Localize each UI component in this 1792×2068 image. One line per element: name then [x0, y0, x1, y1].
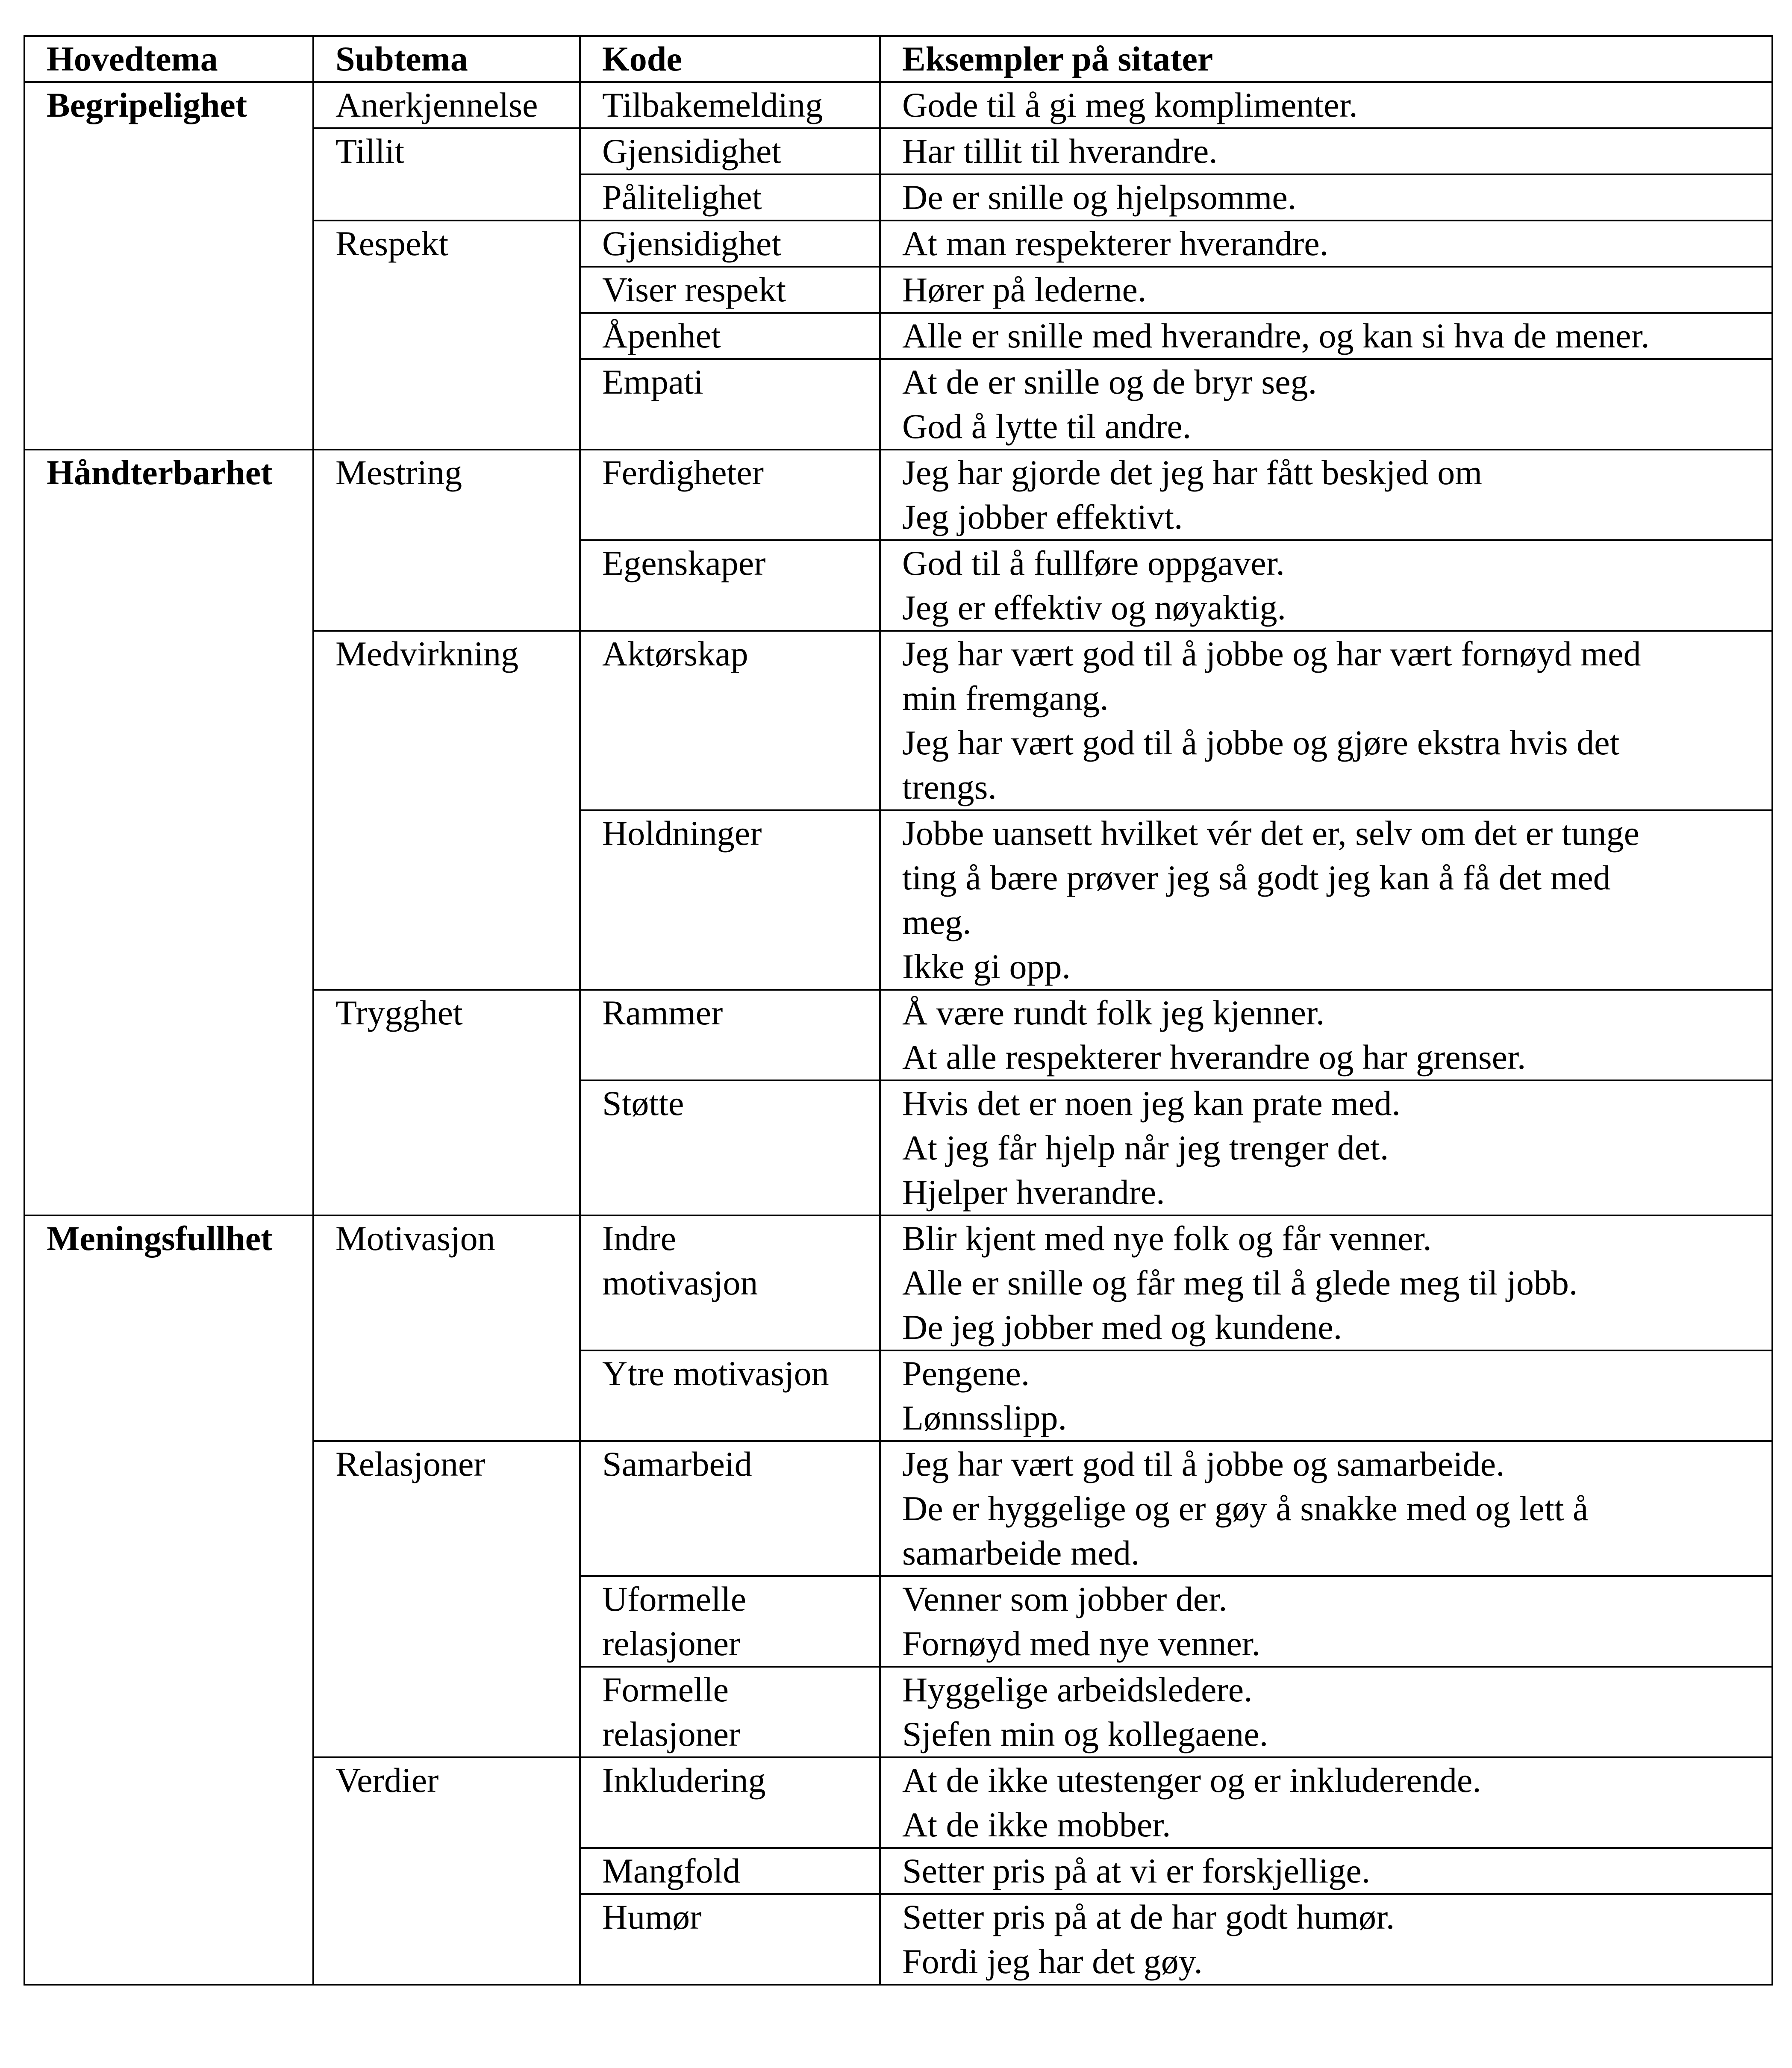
kode-cell-line: Gjensidighet: [602, 224, 782, 263]
header-subtema: Subtema: [313, 36, 580, 82]
subtema-cell: Verdier: [313, 1757, 580, 1985]
quote-cell-line: Jeg har vært god til å jobbe og gjøre ekstra hvis det: [902, 723, 1620, 762]
kode-cell-line: Rammer: [602, 993, 723, 1032]
quote-cell-line: Jeg har vært god til å jobbe og samarbeide.: [902, 1444, 1505, 1483]
quote-cell-line: Å være rundt folk jeg kjenner.: [902, 993, 1325, 1032]
header-hovedtema: Hovedtema: [24, 36, 313, 82]
quote-cell: [880, 128, 1772, 174]
kode-cell-line: Åpenhet: [602, 316, 721, 355]
kode-cell: [580, 810, 880, 990]
subtema-cell: Trygghet: [313, 990, 580, 1215]
quote-cell-line: samarbeide med.: [902, 1533, 1140, 1572]
kode-cell-line: Aktørskap: [602, 634, 748, 673]
quote-cell-line: Lønnsslipp.: [902, 1398, 1067, 1437]
kode-cell: [580, 450, 880, 540]
hovedtema-cell: Håndterbarhet: [24, 450, 313, 1215]
kode-cell: [580, 1441, 880, 1576]
quote-cell-line: Jeg jobber effektivt.: [902, 497, 1183, 536]
kode-cell-line: Tilbakemelding: [602, 85, 823, 124]
quote-cell-line: Blir kjent med nye folk og får venner.: [902, 1219, 1432, 1258]
quote-cell: [880, 313, 1772, 359]
quote-cell-line: Alle er snille med hverandre, og kan si hva de mener.: [902, 316, 1650, 355]
subtema-cell: Relasjoner: [313, 1441, 580, 1757]
quote-cell: [880, 359, 1772, 450]
header-row: [24, 36, 1772, 82]
quote-cell: [880, 1080, 1772, 1215]
quote-cell: [880, 810, 1772, 990]
hovedtema-cell: Meningsfullhet: [24, 1215, 313, 1985]
kode-cell: [580, 990, 880, 1080]
kode-cell-line: Holdninger: [602, 814, 762, 853]
subtema-cell: Tillit: [313, 128, 580, 221]
quote-cell-line: Hjelper hverandre.: [902, 1173, 1165, 1212]
kode-cell: [580, 221, 880, 267]
quote-cell-line: Pengene.: [902, 1354, 1030, 1393]
quote-cell-line: Hører på lederne.: [902, 270, 1147, 309]
quote-cell-line: Jeg har vært god til å jobbe og har vært fornøyd med: [902, 634, 1641, 673]
quote-cell-line: At alle respekterer hverandre og har grenser.: [902, 1038, 1526, 1077]
quote-cell: [880, 1894, 1772, 1985]
quote-cell-line: Hyggelige arbeidsledere.: [902, 1670, 1253, 1709]
subtema-cell: Anerkjennelse: [313, 82, 580, 128]
quote-cell-line: De er snille og hjelpsomme.: [902, 178, 1297, 217]
kode-cell-line: Samarbeid: [602, 1444, 752, 1483]
kode-cell: [580, 1215, 880, 1350]
quote-cell-line: Alle er snille og får meg til å glede meg til jobb.: [902, 1263, 1578, 1302]
kode-cell: [580, 1757, 880, 1848]
quote-cell: [880, 990, 1772, 1080]
quote-cell-line: Setter pris på at vi er forskjellige.: [902, 1851, 1371, 1890]
quote-cell-line: Gode til å gi meg komplimenter.: [902, 85, 1358, 124]
quote-cell-line: God å lytte til andre.: [902, 407, 1192, 446]
kode-cell-line: Gjensidighet: [602, 132, 782, 171]
kode-cell-line: Formelle: [602, 1670, 729, 1709]
quote-cell: [880, 1576, 1772, 1667]
quote-cell-line: At jeg får hjelp når jeg trenger det.: [902, 1128, 1389, 1167]
hovedtema-cell: Begripelighet: [24, 82, 313, 450]
quote-cell-line: Hvis det er noen jeg kan prate med.: [902, 1084, 1401, 1123]
kode-cell: [580, 540, 880, 631]
quote-cell-line: Har tillit til hverandre.: [902, 132, 1218, 171]
quote-cell-line: Jeg har gjorde det jeg har fått beskjed om: [902, 453, 1483, 492]
kode-cell: [580, 1894, 880, 1985]
kode-cell: [580, 82, 880, 128]
quote-cell-line: Sjefen min og kollegaene.: [902, 1715, 1268, 1753]
subtema-cell: Mestring: [313, 450, 580, 631]
quote-cell: [880, 1757, 1772, 1848]
quote-cell-line: meg.: [902, 903, 971, 941]
quote-cell-line: De er hyggelige og er gøy å snakke med og lett å: [902, 1489, 1589, 1528]
quote-cell: [880, 1215, 1772, 1350]
kode-cell-line: Indre: [602, 1219, 677, 1258]
kode-cell-line: Inkludering: [602, 1761, 766, 1800]
kode-cell-line: Ferdigheter: [602, 453, 764, 492]
quote-cell-line: De jeg jobber med og kundene.: [902, 1308, 1342, 1347]
kode-cell: [580, 267, 880, 313]
table-row: [24, 82, 1772, 128]
kode-cell: [580, 1080, 880, 1215]
kode-cell: [580, 174, 880, 221]
kode-cell-line: relasjoner: [602, 1715, 741, 1753]
kode-cell-line: relasjoner: [602, 1624, 741, 1663]
kode-cell: [580, 1667, 880, 1757]
quote-cell: [880, 82, 1772, 128]
kode-cell: [580, 1350, 880, 1441]
kode-cell-line: Humør: [602, 1897, 702, 1936]
quote-cell: [880, 631, 1772, 810]
quote-cell-line: Jeg er effektiv og nøyaktig.: [902, 588, 1286, 627]
quote-cell-line: Ikke gi opp.: [902, 947, 1071, 986]
kode-cell-line: Pålitelighet: [602, 178, 762, 217]
kode-cell-line: Empati: [602, 362, 703, 401]
kode-cell-line: Viser respekt: [602, 270, 786, 309]
quote-cell-line: trengs.: [902, 768, 997, 806]
quote-cell: [880, 1350, 1772, 1441]
quote-cell-line: Venner som jobber der.: [902, 1580, 1227, 1618]
kode-cell-line: motivasjon: [602, 1263, 758, 1302]
quote-cell-line: Jobbe uansett hvilket vér det er, selv om det er tunge: [902, 814, 1640, 853]
quote-cell-line: Fornøyd med nye venner.: [902, 1624, 1261, 1663]
quote-cell: [880, 540, 1772, 631]
quote-cell: [880, 450, 1772, 540]
kode-cell: [580, 128, 880, 174]
header-kode: Kode: [580, 36, 880, 82]
table-row: [24, 450, 1772, 540]
kode-cell-line: Støtte: [602, 1084, 684, 1123]
quote-cell: [880, 174, 1772, 221]
kode-cell-line: Uformelle: [602, 1580, 746, 1618]
subtema-cell: Motivasjon: [313, 1215, 580, 1441]
quote-cell-line: ting å bære prøver jeg så godt jeg kan å få det med: [902, 858, 1611, 897]
kode-cell: [580, 359, 880, 450]
table-body: [24, 82, 1772, 1985]
thematic-analysis-table: [24, 35, 1773, 1986]
quote-cell-line: At de ikke mobber.: [902, 1805, 1171, 1844]
table-row: [24, 1215, 1772, 1350]
quote-cell: [880, 267, 1772, 313]
kode-cell: [580, 1848, 880, 1894]
quote-cell: [880, 1441, 1772, 1576]
quote-cell: [880, 1848, 1772, 1894]
quote-cell-line: At de ikke utestenger og er inkluderende.: [902, 1761, 1481, 1800]
header-eksempler: Eksempler på sitater: [880, 36, 1772, 82]
subtema-cell: Medvirkning: [313, 631, 580, 990]
quote-cell-line: At de er snille og de bryr seg.: [902, 362, 1317, 401]
quote-cell: [880, 221, 1772, 267]
quote-cell-line: Fordi jeg har det gøy.: [902, 1942, 1203, 1981]
quote-cell-line: God til å fullføre oppgaver.: [902, 544, 1285, 582]
kode-cell: [580, 313, 880, 359]
quote-cell-line: min fremgang.: [902, 679, 1109, 718]
quote-cell: [880, 1667, 1772, 1757]
kode-cell: [580, 631, 880, 810]
kode-cell: [580, 1576, 880, 1667]
kode-cell-line: Ytre motivasjon: [602, 1354, 829, 1393]
kode-cell-line: Mangfold: [602, 1851, 741, 1890]
kode-cell-line: Egenskaper: [602, 544, 766, 582]
subtema-cell: Respekt: [313, 221, 580, 450]
quote-cell-line: At man respekterer hverandre.: [902, 224, 1329, 263]
quote-cell-line: Setter pris på at de har godt humør.: [902, 1897, 1395, 1936]
